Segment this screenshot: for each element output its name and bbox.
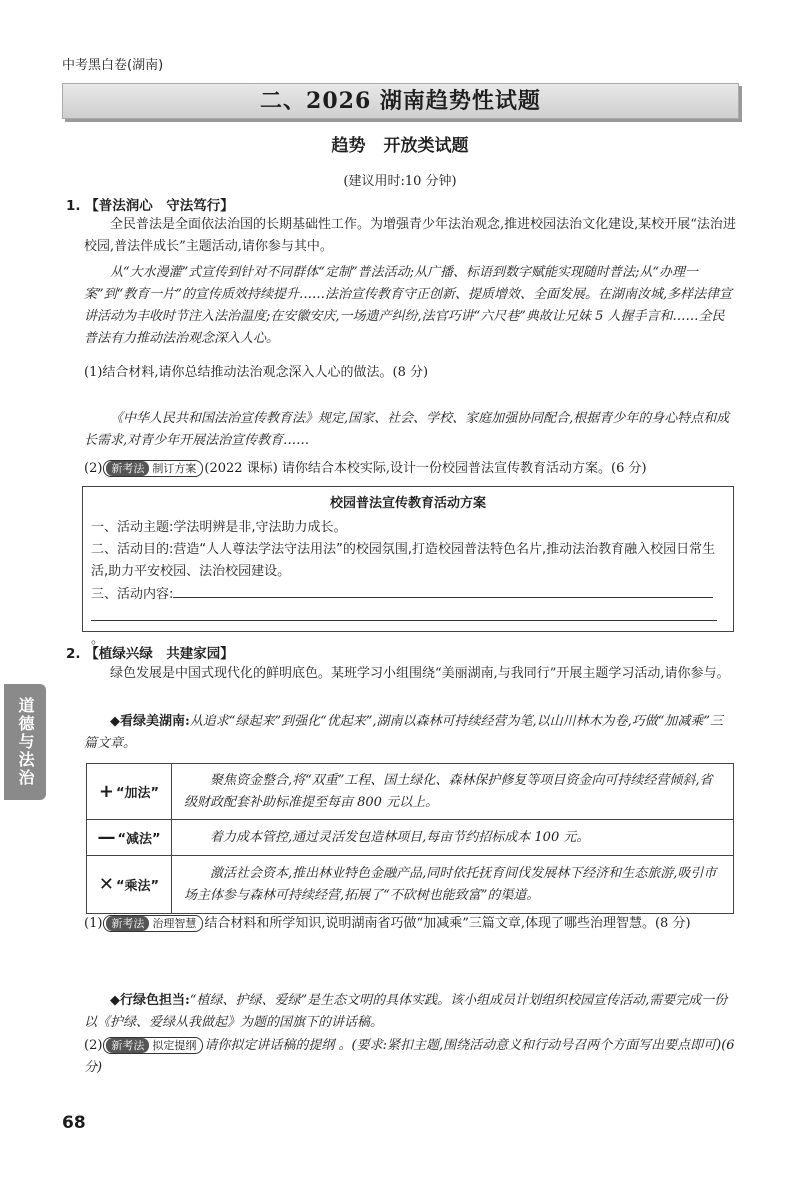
q1-number: 1. — [66, 198, 81, 214]
subtitle-right: 开放类试题 — [383, 136, 469, 156]
q1-para2: 从“大水漫灌”式宣传到针对不同群体“定制”普法活动;从广播、标语到数字赋能实现随时普法;从“办理一案”到“教育一片”的宣传质效持续提升……法治宣传教育守正创新、提质增效、全面发展。在湖南汝城,多样法律宣讲活动为丰收时节注入法治温度;在安徽安庆,一场遗产纠纷,法官巧讲“六尺巷”典故让兄妹 5 人握手言和……全民普法有力推动法治观念深入人心。 — [84, 265, 733, 346]
q2-heading — [66, 642, 234, 662]
measure-row-subtract — [87, 820, 734, 856]
measure-label-text: “乘法” — [116, 879, 160, 894]
q2-sub1-tag-text: 治理智慧 — [152, 917, 197, 930]
plan-end-mark: 。 — [91, 632, 105, 647]
plan-content — [91, 583, 725, 606]
q1-sub2-tag — [103, 460, 203, 477]
q1-heading — [66, 194, 234, 214]
measure-label-text: “减法” — [117, 832, 161, 847]
measure-text-multiply: 激活社会资本,推出林业特色金融产品,同时依托抚育间伐发展林下经济和生态旅游,吸引市场主体参与森林可持续经营,拓展了“不砍树也能致富”的渠道。 — [172, 856, 734, 914]
q1-quote: 《中华人民共和国法治宣传教育法》规定,国家、社会、学校、家庭加强协同配合,根据青少年的身心特点和成长需求,对青少年开展法治宣传教育…… — [84, 411, 730, 448]
q2-act-label: ◆行绿色担当: — [110, 993, 190, 1008]
measure-row-add — [87, 764, 734, 820]
multiply-icon: ✕ — [98, 874, 114, 895]
measure-label-add — [87, 764, 172, 820]
new-method-badge: 新考法 — [106, 461, 149, 476]
suggested-time: (建议用时:10 分钟) — [343, 174, 457, 189]
page-number: 68 — [62, 1113, 86, 1133]
q2-title: 【植绿兴绿 共建家园】 — [85, 646, 234, 662]
section-title: 二、2026 湖南趋势性试题 — [62, 83, 739, 119]
minus-icon: — — [97, 827, 116, 848]
q1-sub2-text: (2022 课标) 请你结合本校实际,设计一份校园普法宣传教育活动方案。(6 分) — [204, 461, 647, 476]
q2-look-label: ◆看绿美湖南: — [110, 714, 190, 729]
q2-intro: 绿色发展是中国式现代化的鲜明底色。某班学习小组围绕“美丽湖南,与我同行”开展主题学习活动,请你参与。 — [110, 666, 730, 681]
plan-content-label: 三、活动内容: — [91, 587, 174, 602]
q2-sub2-tag — [103, 1037, 203, 1054]
answer-blank-line[interactable] — [173, 583, 713, 598]
plan-theme: 一、活动主题:学法明辨是非,守法助力成长。 — [91, 520, 347, 535]
plan-box — [82, 486, 734, 647]
q1-para1: 全民普法是全面依法治国的长期基础性工作。为增强青少年法治观念,推进校园法治文化建设,某校开展“法治进校园,普法伴成长”主题活动,请你参与其中。 — [84, 217, 736, 254]
new-method-badge: 新考法 — [106, 916, 149, 931]
measure-row-multiply — [87, 856, 734, 914]
q2-number: 2. — [66, 646, 81, 662]
plus-icon: + — [98, 781, 114, 802]
q1-sub2-tag-text: 制订方案 — [152, 462, 197, 475]
q2-sub1 — [84, 913, 740, 935]
q2-sub1-prefix: (1) — [84, 916, 103, 931]
q2-sub1-tag — [103, 915, 203, 932]
q1-title: 【普法润心 守法笃行】 — [85, 198, 234, 214]
q2-sub2-tag-text: 拟定提纲 — [152, 1039, 197, 1052]
measure-text-add: 聚焦资金整合,将“双重”工程、国土绿化、森林保护修复等项目资金向可持续经营倾斜,省级财政配套补助标准提至每亩 800 元以上。 — [172, 764, 734, 820]
answer-blank-line[interactable] — [91, 606, 717, 621]
measure-label-subtract — [87, 820, 172, 856]
q1-sub1: (1)结合材料,请你总结推动法治观念深入人心的做法。(8 分) — [84, 365, 429, 380]
book-title: 中考黑白卷(湖南) — [62, 58, 164, 73]
q2-sub2-text: 请你拟定讲话稿的提纲 。(要求:紧扣主题,围绕活动意义和行动号召两个方面写出要点即可)(6 分) — [84, 1038, 735, 1075]
measures-table — [86, 763, 734, 914]
q2-sub1-text: 结合材料和所学知识,说明湖南省巧做“加减乘”三篇文章,体现了哪些治理智慧。(8 分) — [204, 916, 691, 931]
q2-act — [84, 990, 736, 1034]
new-method-badge: 新考法 — [106, 1038, 149, 1053]
measure-text-subtract: 着力成本管控,通过灵活发包造林项目,每亩节约招标成本 100 元。 — [172, 820, 734, 856]
measure-label-multiply — [87, 856, 172, 914]
subtitle — [0, 131, 800, 156]
q2-sub2 — [84, 1035, 740, 1079]
q2-sub2-prefix: (2) — [84, 1038, 103, 1053]
q2-act-text: “植绿、护绿、爱绿”是生态文明的具体实践。该小组成员计划组织校园宣传活动,需要完成一份以《护绿、爱绿从我做起》为题的国旗下的讲话稿。 — [84, 993, 728, 1030]
plan-purpose: 二、活动目的:营造“人人尊法学法守法用法”的校园氛围,打造校园普法特色名片,推动法治教育融入校园日常生活,助力平安校园、法治校园建设。 — [91, 542, 716, 579]
subject-side-tab: 道德与法治 — [4, 684, 46, 800]
q1-sub2 — [84, 458, 744, 480]
q2-look-text: 从追求“绿起来”到强化“优起来”,湖南以森林可持续经营为笔,以山川林木为卷,巧做“加减乘”三篇文章。 — [84, 714, 724, 751]
measure-label-text: “加法” — [116, 786, 160, 801]
plan-title: 校园普法宣传教育活动方案 — [329, 496, 486, 511]
q2-look — [84, 711, 736, 755]
subtitle-left: 趋势 — [331, 136, 366, 156]
q1-sub2-prefix: (2) — [84, 461, 103, 476]
